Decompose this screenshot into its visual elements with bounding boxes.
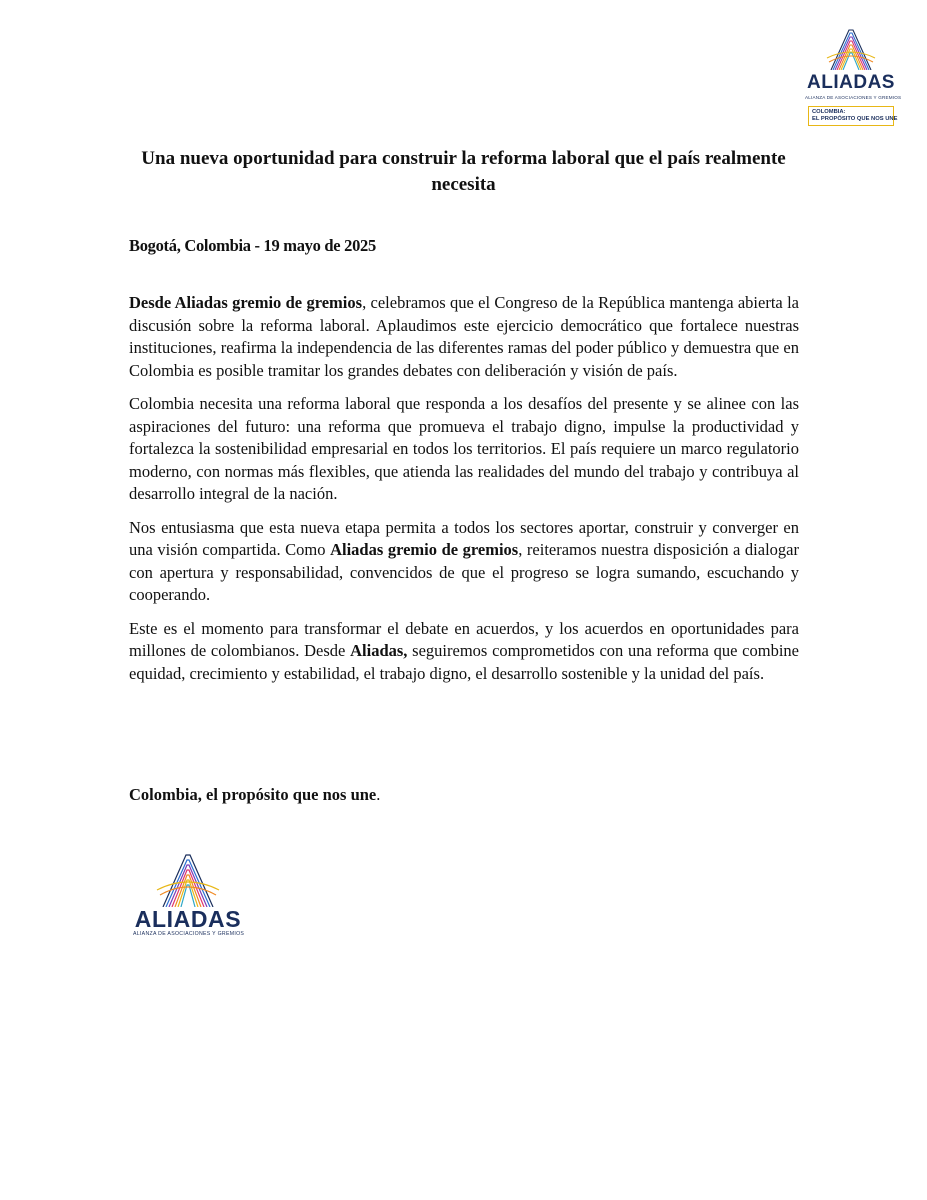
paragraph-3-bold: Aliadas gremio de gremios <box>330 540 519 559</box>
tagline-line-1: COLOMBIA: <box>812 109 846 115</box>
header-logo <box>805 28 902 126</box>
logo-subtitle: ALIANZA DE ASOCIACIONES Y GREMIOS <box>805 95 902 100</box>
paragraph-1 <box>129 292 799 382</box>
paragraph-2: Colombia necesita una reforma laboral que responda a los desafíos del presente y se alinee con las aspiraciones del futuro: una reforma que promueva el trabajo digno, impulse la productividad y fortalezca la sostenibilidad empresarial en todos los territorios. El país requiere un marco regulatorio moderno, con normas más flexibles, que atienda las realidades del mundo del trabajo y contribuya al desarrollo integral de la nación. <box>129 394 799 503</box>
aliadas-logo-mark-icon <box>823 28 879 70</box>
paragraph-1-bold: Desde Aliadas gremio de gremios <box>129 293 363 312</box>
closing-statement <box>129 785 380 805</box>
paragraph-3 <box>129 517 799 607</box>
paragraph-4-start: Este es el momento para transformar el debate en acuerdos, y los acuerdos en oportunidades para millones de colombianos. Desde <box>129 618 799 660</box>
dateline: Bogotá, Colombia - 19 mayo de 2025 <box>129 236 376 255</box>
document-body <box>129 292 799 696</box>
page-title: Una nueva oportunidad para construir la reforma laboral que el país realmente necesita <box>141 148 786 195</box>
paragraph-3-start: Nos entusiasma que esta nueva etapa permita a todos los sectores aportar, construir y converger en una visión compartida. Como <box>129 517 799 559</box>
logo-brand-name: ALIADAS <box>134 906 242 932</box>
closing-bold: Colombia, el propósito que nos une <box>129 785 377 804</box>
tagline-box <box>808 106 898 126</box>
footer-logo <box>133 852 243 937</box>
logo-subtitle: ALIANZA DE ASOCIACIONES Y GREMIOS <box>133 931 245 937</box>
aliadas-logo-mark-icon <box>153 852 223 907</box>
paragraph-3-end: , reiteramos nuestra disposición a dialogar con apertura y responsabilidad, convencidos de que el progreso se logra sumando, escuchando y cooperando. <box>129 540 799 604</box>
closing-period: . <box>376 785 381 804</box>
paragraph-1-text: , celebramos que el Congreso de la República mantenga abierta la discusión sobre la reforma laboral. Aplaudimos este ejercicio democrático que fortalece nuestras instituciones, reafirma la independencia de las diferentes ramas del poder público y demuestra que en Colombia es posible tramitar los grandes debates con deliberación y visión de país. <box>129 293 799 380</box>
paragraph-4-bold: Aliadas, <box>350 641 408 660</box>
paragraph-4 <box>129 618 799 686</box>
tagline-line-2: EL PROPÓSITO QUE NOS UNE <box>812 116 898 122</box>
paragraph-4-end: seguiremos comprometidos con una reforma que combine equidad, crecimiento y estabilidad, el trabajo digno, el desarrollo sostenible y la unidad del país. <box>129 641 799 683</box>
logo-brand-name: ALIADAS <box>807 72 895 93</box>
